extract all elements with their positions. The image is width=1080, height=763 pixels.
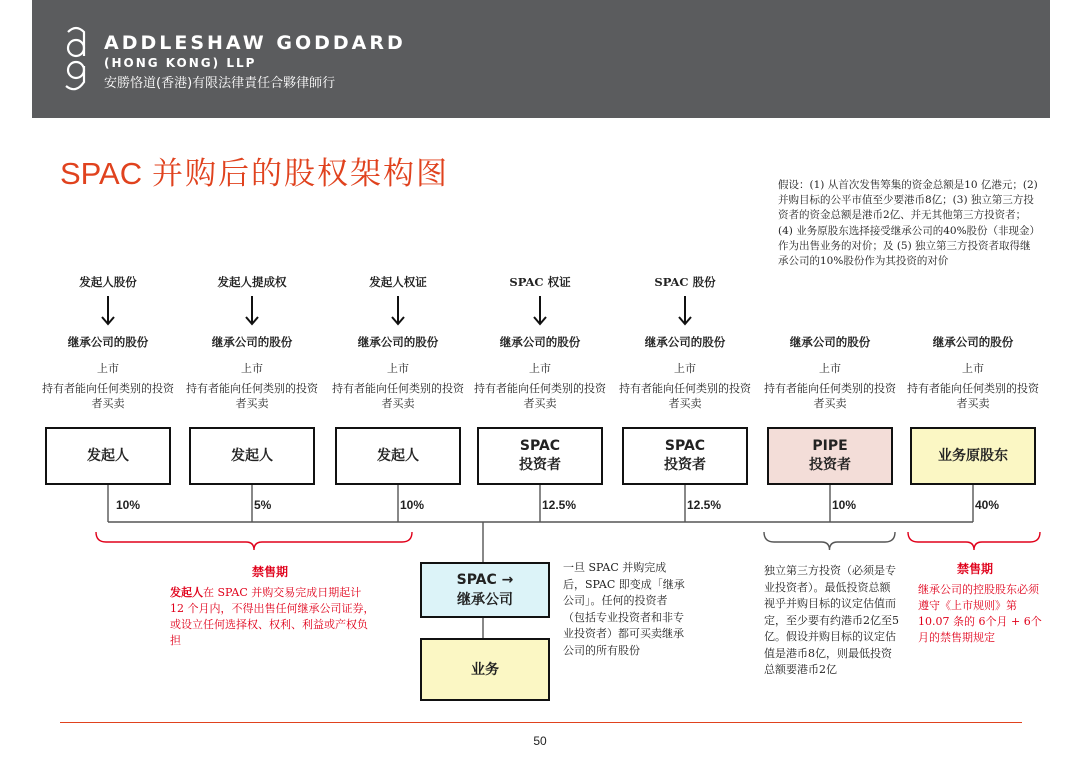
title-en: SPAC: [60, 156, 143, 191]
center-note: 一旦 SPAC 并购完成后，SPAC 即变成「继承公司」。任何的投资者（包括专业投资者和非专业投资者）都可买卖继承公司的所有股份: [563, 561, 685, 657]
down-arrow-icon: [532, 296, 548, 326]
trade-note: 持有者能向任何类别的投资者买卖: [764, 382, 896, 410]
holder-box: 发起人: [335, 427, 461, 485]
trade-note: 持有者能向任何类别的投资者买卖: [332, 382, 464, 410]
trade-note: 持有者能向任何类别的投资者买卖: [186, 382, 318, 410]
source-label: SPAC 权证: [509, 275, 571, 289]
holder-box: SPAC 投资者: [622, 427, 748, 485]
ownership-percent: 10%: [832, 498, 857, 512]
holder-box: PIPE 投资者: [767, 427, 893, 485]
trade-note: 持有者能向任何类别的投资者买卖: [474, 382, 606, 410]
share-label: 继承公司的股份: [499, 335, 581, 349]
ownership-percent: 5%: [254, 498, 272, 512]
ownership-percent: 10%: [116, 498, 141, 512]
assumption-note: 假设：(1) 从首次发售筹集的资金总额是10 亿港元；(2) 并购目标的公平市值至少要港币8亿；(3) 独立第三方投资者的资金总额是港币2亿、并无其他第三方投资者；(4) 业务原股东选择接受继承公司的40%股份（非现金）作为出售业务的对价；及 (5) 独立第三方投资者取得继承公司的10%股份作为其投资的对价: [778, 179, 1038, 268]
firm-name: ADDLESHAW GODDARD: [104, 32, 406, 54]
source-label: SPAC 股份: [654, 275, 716, 289]
lockup-right-body: 继承公司的控股股东必须遵守《上市规则》第10.07 条的 6个月 + 6个月的禁售期规定: [918, 583, 1042, 644]
share-label: 继承公司的股份: [644, 335, 726, 349]
source-label: 发起人提成权: [217, 275, 287, 289]
listed-label: 上市: [97, 362, 119, 375]
page-number: 50: [533, 734, 547, 748]
holder-box: 发起人: [45, 427, 171, 485]
lockup-bracket-right: [908, 532, 1040, 550]
source-label: 发起人股份: [79, 275, 137, 289]
lockup-bracket-left: [96, 532, 412, 550]
share-label: 继承公司的股份: [932, 335, 1014, 349]
lockup-left-body: [170, 585, 375, 649]
firm-chinese-name: 安勝恪道(香港)有限法律責任合夥律師行: [104, 76, 336, 91]
firm-subtitle: (HONG KONG) LLP: [104, 56, 257, 70]
holder-box: SPAC 投资者: [477, 427, 603, 485]
listed-label: 上市: [962, 362, 984, 375]
listed-label: 上市: [819, 362, 841, 375]
holder-box: 业务原股东: [910, 427, 1036, 485]
pipe-note: 独立第三方投资（必须是专业投资者）。最低投资总额视乎并购目标的议定估值而定，至少要有约港币2亿至5亿。假设并购目标的议定估值是港币8亿，则最低投资总额要港币2亿: [764, 564, 899, 676]
lockup-left-lead: 发起人: [170, 586, 203, 599]
trade-note: 持有者能向任何类别的投资者买卖: [42, 382, 174, 410]
share-label: 继承公司的股份: [789, 335, 871, 349]
share-label: 继承公司的股份: [67, 335, 149, 349]
down-arrow-icon: [677, 296, 693, 326]
ownership-percent: 12.5%: [542, 498, 577, 512]
business-box: 业务: [420, 638, 550, 701]
pipe-bracket: [764, 532, 895, 550]
lockup-left-heading: 禁售期: [251, 565, 288, 579]
successor-company-box: SPAC → 继承公司: [420, 562, 550, 618]
lockup-left-text: 在 SPAC 并购交易完成日期起计 12 个月内，不得出售任何继承公司证券，或设立任何选择权、权利、利益或产权负担: [170, 586, 375, 647]
trade-note: 持有者能向任何类别的投资者买卖: [619, 382, 751, 410]
listed-label: 上市: [529, 362, 551, 375]
listed-label: 上市: [387, 362, 409, 375]
share-label: 继承公司的股份: [211, 335, 293, 349]
listed-label: 上市: [241, 362, 263, 375]
title-cn: 并购后的股权架构图: [151, 156, 449, 192]
trade-note: 持有者能向任何类别的投资者买卖: [907, 382, 1039, 410]
listed-label: 上市: [674, 362, 696, 375]
down-arrow-icon: [100, 296, 116, 326]
source-label: 发起人权证: [369, 275, 427, 289]
share-label: 继承公司的股份: [357, 335, 439, 349]
ownership-percent: 12.5%: [687, 498, 722, 512]
ownership-percent: 10%: [400, 498, 425, 512]
ownership-percent: 40%: [975, 498, 1000, 512]
down-arrow-icon: [390, 296, 406, 326]
lockup-right-heading: 禁售期: [956, 562, 993, 576]
footer-rule: [60, 722, 1022, 723]
holder-box: 发起人: [189, 427, 315, 485]
down-arrow-icon: [244, 296, 260, 326]
